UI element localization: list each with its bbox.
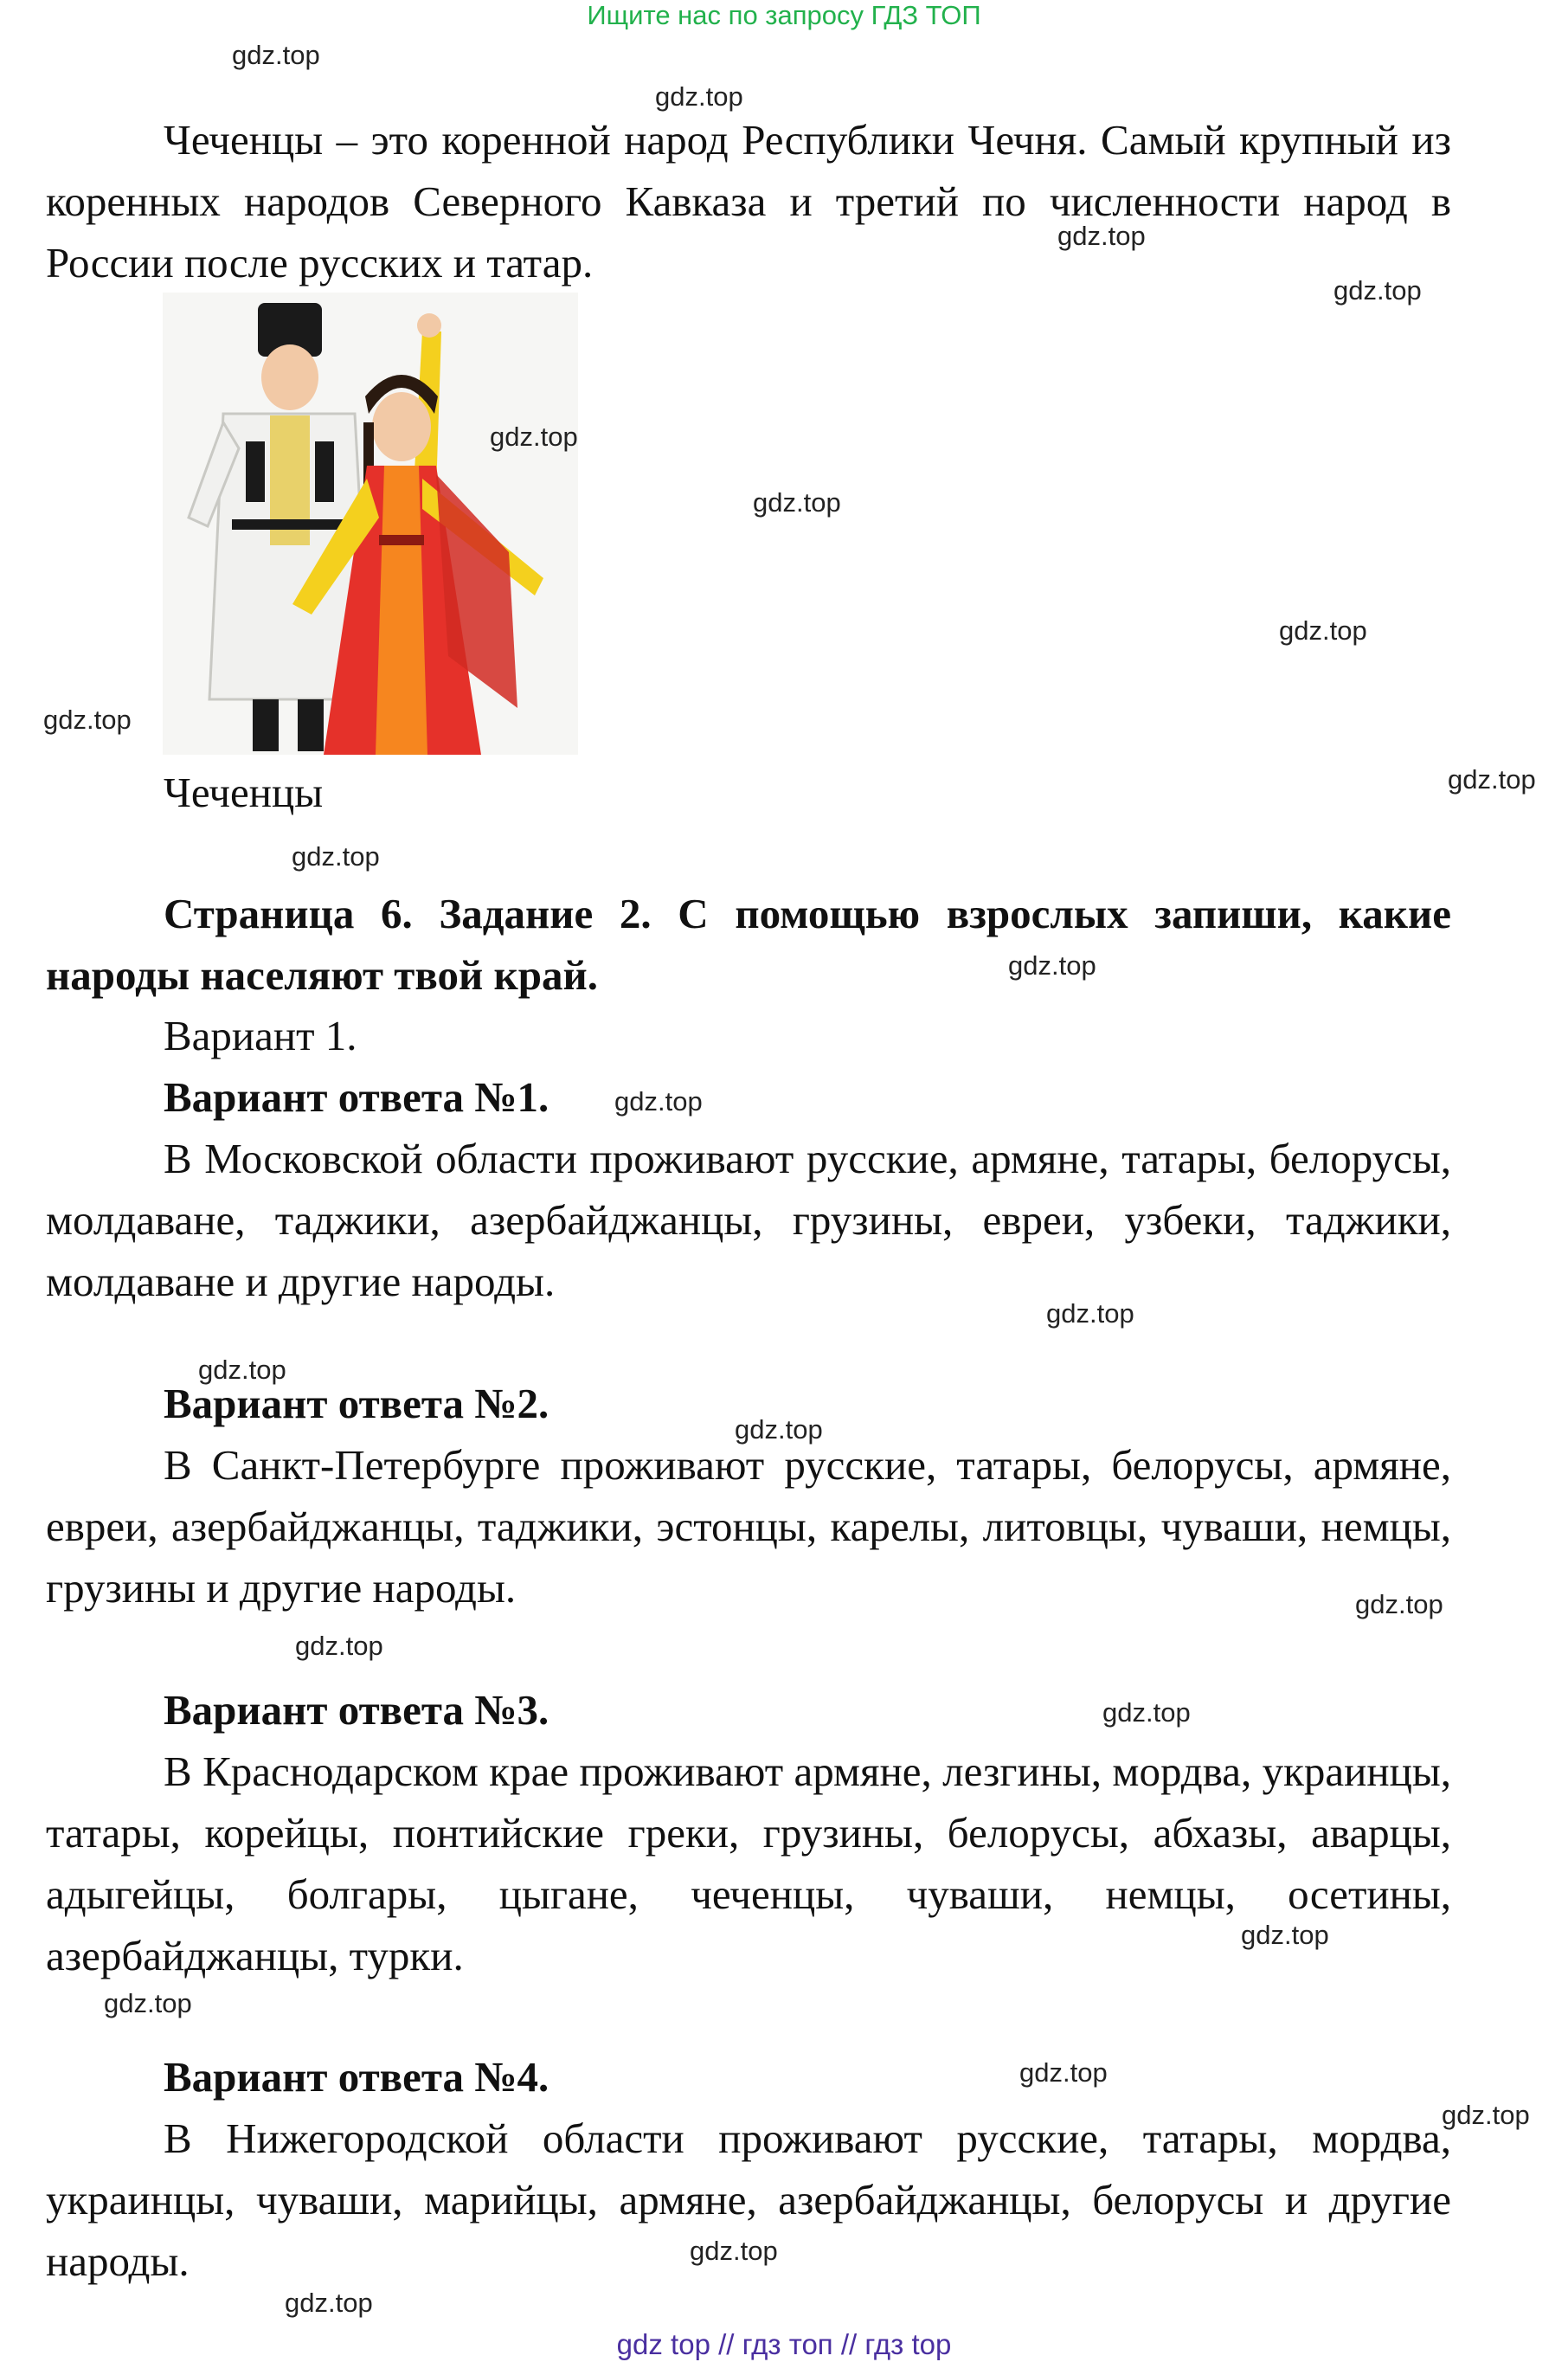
watermark: gdz.top bbox=[1448, 764, 1536, 795]
watermark: gdz.top bbox=[1442, 2100, 1530, 2130]
top-banner[interactable]: Ищите нас по запросу ГДЗ ТОП bbox=[587, 0, 981, 30]
watermark: gdz.top bbox=[43, 705, 132, 735]
answer-2-text: В Санкт-Петербурге проживают русские, татары, белорусы, армяне, евреи, азербайджанцы, таджики, эстонцы, карелы, литовцы, чуваши, немцы, грузины и другие народы. bbox=[46, 1441, 1451, 1612]
watermark: gdz.top bbox=[1019, 2057, 1108, 2088]
answer-4-text: В Нижегородской области проживают русские, татары, мордва, украинцы, чуваши, марийцы, армяне, азербайджанцы, белорусы и другие народы. bbox=[46, 2114, 1451, 2285]
answer-4-title: Вариант ответа №4. bbox=[164, 2053, 549, 2101]
answer-2-title: Вариант ответа №2. bbox=[164, 1380, 549, 1427]
watermark: gdz.top bbox=[655, 81, 743, 112]
watermark: gdz.top bbox=[614, 1086, 703, 1117]
watermark: gdz.top bbox=[198, 1355, 286, 1385]
answer-1-text: В Московской области проживают русские, армяне, татары, белорусы, молдаване, таджики, азербайджанцы, грузины, евреи, узбеки, таджики, молдаване и другие народы. bbox=[46, 1135, 1451, 1305]
watermark: gdz.top bbox=[295, 1631, 383, 1661]
watermark: gdz.top bbox=[292, 841, 380, 872]
watermark: gdz.top bbox=[1102, 1697, 1191, 1728]
watermark: gdz.top bbox=[490, 422, 578, 452]
intro-paragraph: Чеченцы – это коренной народ Республики Чечня. Самый крупный из коренных народов Северного Кавказа и третий по численности народ в России после русских и татар. bbox=[46, 116, 1451, 286]
footer-links[interactable]: gdz top // гдз топ // гдз top bbox=[616, 2328, 952, 2360]
answer-1-title: Вариант ответа №1. bbox=[164, 1073, 549, 1121]
watermark: gdz.top bbox=[1279, 615, 1367, 646]
watermark: gdz.top bbox=[232, 40, 320, 70]
watermark: gdz.top bbox=[1355, 1589, 1443, 1619]
answer-3-title: Вариант ответа №3. bbox=[164, 1686, 549, 1734]
watermark: gdz.top bbox=[1241, 1920, 1329, 1950]
answer-3-text: В Краснодарском крае проживают армяне, лезгины, мордва, украинцы, татары, корейцы, понтийские греки, грузины, белорусы, абхазы, аварцы, адыгейцы, болгары, цыгане, чеченцы, чуваши, немцы, осетины, азербайджанцы, турки. bbox=[46, 1747, 1451, 1979]
watermark: gdz.top bbox=[753, 487, 841, 518]
watermark: gdz.top bbox=[285, 2288, 373, 2318]
figure-caption: Чеченцы bbox=[164, 769, 324, 816]
task-heading: Страница 6. Задание 2. С помощью взрослых запиши, какие народы населяют твой край. bbox=[46, 890, 1451, 999]
variant-label: Вариант 1. bbox=[164, 1012, 357, 1059]
watermark: gdz.top bbox=[1057, 221, 1146, 251]
watermark: gdz.top bbox=[735, 1414, 823, 1445]
watermark: gdz.top bbox=[104, 1988, 192, 2018]
chechen-costume-illustration bbox=[163, 293, 578, 755]
watermark: gdz.top bbox=[690, 2236, 778, 2266]
watermark: gdz.top bbox=[1333, 275, 1422, 306]
costume-illustration-svg bbox=[163, 293, 578, 755]
watermark: gdz.top bbox=[1046, 1298, 1134, 1329]
watermark: gdz.top bbox=[1008, 950, 1096, 981]
